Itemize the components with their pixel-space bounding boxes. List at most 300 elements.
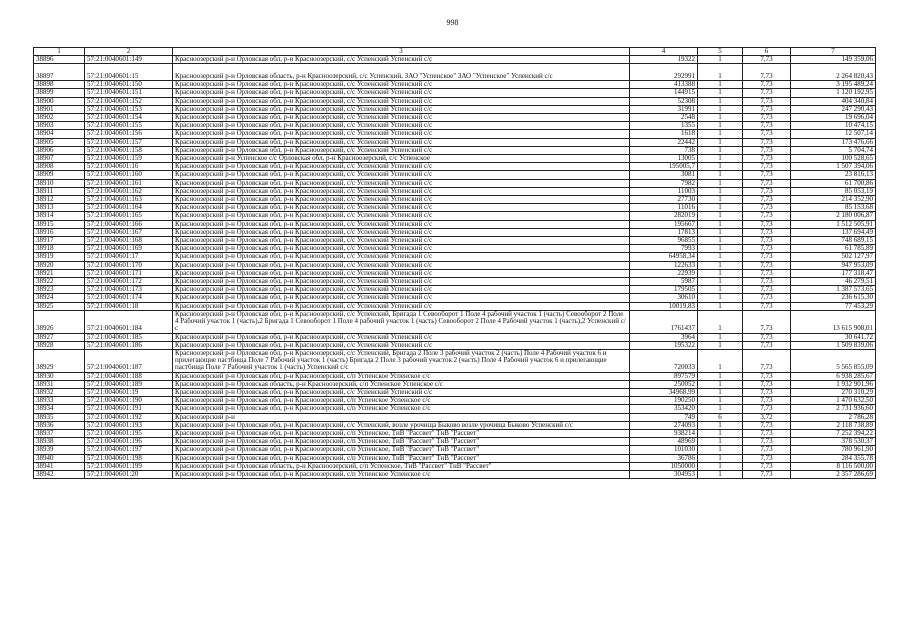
rate-cell: 7,73 — [743, 294, 791, 302]
address-cell: Красноозерский р-н Орловская обл, р-н Красноозерский, с/с Успенский Успенский с/с — [173, 237, 630, 245]
table-row — [34, 245, 876, 253]
cadastral-number-cell: 57:21:0040601:199 — [85, 462, 173, 470]
area-cell: 938214 — [630, 429, 698, 437]
quantity-cell: 1 — [698, 122, 743, 130]
column-header: 6 — [743, 48, 791, 56]
area-cell: 195005,7 — [630, 163, 698, 171]
rate-cell: 7,73 — [743, 64, 791, 81]
rate-cell: 7,73 — [743, 228, 791, 236]
cadastral-number-cell: 57:21:0040601:151 — [85, 89, 173, 97]
area-cell: 292991 — [630, 64, 698, 81]
rate-cell: 7,73 — [743, 56, 791, 64]
value-cell: 6 938 285,67 — [791, 372, 876, 380]
rate-cell: 7,73 — [743, 454, 791, 462]
rate-cell: 7,73 — [743, 253, 791, 261]
quantity-cell: 1 — [698, 269, 743, 277]
table-row — [34, 56, 876, 64]
value-cell: 23 816,13 — [791, 171, 876, 179]
value-cell: 61 785,89 — [791, 245, 876, 253]
address-cell: Красноозерский р-н Орловская обл, р-н Красноозерский, с/с Успенский Успенский с/с — [173, 388, 630, 396]
address-cell: Красноозерский р-н Орловская обл, р-н Красноозерский, с/с Успенский Успенский с/с — [173, 122, 630, 130]
cadastral-number-cell: 57:21:0040601:150 — [85, 81, 173, 89]
rate-cell: 7,73 — [743, 155, 791, 163]
area-cell: 13005 — [630, 155, 698, 163]
table-row — [34, 179, 876, 187]
rate-cell: 7,73 — [743, 302, 791, 310]
quantity-cell: 1 — [698, 446, 743, 454]
rate-cell: 7,73 — [743, 237, 791, 245]
row-number-cell: 38937 — [34, 429, 85, 437]
value-cell: 5 704,74 — [791, 146, 876, 154]
rate-cell: 7,73 — [743, 462, 791, 470]
table-row — [34, 429, 876, 437]
address-cell: Красноозерский р-н Орловская обл, р-н Красноозерский, с/с Успенский Успенский с/с — [173, 269, 630, 277]
rate-cell: 7,73 — [743, 380, 791, 388]
address-cell: Красноозерский р-н Орловская обл, р-н Красноозерский, с/с Успенский Успенский с/с — [173, 81, 630, 89]
value-cell: 85 053,19 — [791, 187, 876, 195]
area-cell: 144915 — [630, 89, 698, 97]
cadastral-number-cell: 57:21:0040601:172 — [85, 278, 173, 286]
address-cell: Красноозерский р-н Орловская обл, р-н Красноозерский, с/с Успенский Успенский с/с — [173, 302, 630, 310]
area-cell: 122633 — [630, 261, 698, 269]
page-number: 998 — [446, 18, 459, 27]
quantity-cell: 1 — [698, 349, 743, 372]
area-cell: 11016 — [630, 204, 698, 212]
address-cell: Красноозерский р-н Орловская обл, р-н Красноозерский, с/с Успенский Успенский с/с — [173, 261, 630, 269]
row-number-cell: 38927 — [34, 333, 85, 341]
value-cell: 61 700,86 — [791, 179, 876, 187]
cadastral-number-cell: 57:21:0040601:198 — [85, 454, 173, 462]
area-cell: 22939 — [630, 269, 698, 277]
area-cell: 1355 — [630, 122, 698, 130]
quantity-cell: 1 — [698, 429, 743, 437]
row-number-cell: 38933 — [34, 397, 85, 405]
quantity-cell: 1 — [698, 372, 743, 380]
table-row — [34, 130, 876, 138]
address-cell: Красноозерский р-н Орловская обл, р-н Красноозерский, с/с Успенский Успенский с/с — [173, 204, 630, 212]
area-cell: 30610 — [630, 294, 698, 302]
row-number-cell: 38912 — [34, 196, 85, 204]
table-row — [34, 372, 876, 380]
row-number-cell: 38911 — [34, 187, 85, 195]
value-cell: 1 470 632,50 — [791, 397, 876, 405]
table-row — [34, 163, 876, 171]
table-header-row — [34, 48, 876, 56]
table-row — [34, 146, 876, 154]
value-cell: 1 509 839,06 — [791, 341, 876, 349]
cadastral-number-cell: 57:21:0040601:156 — [85, 130, 173, 138]
quantity-cell: 1 — [698, 302, 743, 310]
row-number-cell: 38940 — [34, 454, 85, 462]
row-number-cell: 38942 — [34, 470, 85, 478]
cadastral-number-cell: 57:21:0040601:164 — [85, 204, 173, 212]
quantity-cell: 1 — [698, 163, 743, 171]
table-row — [34, 138, 876, 146]
row-number-cell: 38930 — [34, 372, 85, 380]
row-number-cell: 38897 — [34, 64, 85, 81]
table-row — [34, 212, 876, 220]
cadastral-number-cell: 57:21:0040601:169 — [85, 245, 173, 253]
quantity-cell: 1 — [698, 105, 743, 113]
address-cell: Красноозерский р-н Орловская обл, р-н Красноозерский, с/с Успенский Успенский с/с — [173, 56, 630, 64]
cadastral-number-cell: 57:21:0040601:152 — [85, 97, 173, 105]
rate-cell: 7,73 — [743, 97, 791, 105]
address-cell: Красноозерский р-н Орловская обл, р-н Красноозерский, с/с Успенский Успенский с/с — [173, 333, 630, 341]
rate-cell: 7,73 — [743, 245, 791, 253]
row-number-cell: 38914 — [34, 212, 85, 220]
address-cell: Красноозерский р-н Орловская обл, р-н Красноозерский, с/п Успенское, ТнВ "Рассвет" ТнВ "Рассвет" — [173, 446, 630, 454]
value-cell: 12 507,14 — [791, 130, 876, 138]
table-row — [34, 220, 876, 228]
value-cell: 780 961,90 — [791, 446, 876, 454]
area-cell: 190250 — [630, 397, 698, 405]
address-cell: Красноозерский р-н Орловская обл, р-н Красноозерский, с/с Успенский Успенский с/с — [173, 179, 630, 187]
rate-cell: 7,73 — [743, 122, 791, 130]
quantity-cell: 1 — [698, 454, 743, 462]
rate-cell: 7,73 — [743, 130, 791, 138]
address-cell: Красноозерский р-н — [173, 413, 630, 421]
value-cell: 46 279,51 — [791, 278, 876, 286]
area-cell: 738 — [630, 146, 698, 154]
rate-cell: 3,72 — [743, 413, 791, 421]
area-cell: 1761437 — [630, 310, 698, 333]
rate-cell: 7,73 — [743, 261, 791, 269]
area-cell: 897579 — [630, 372, 698, 380]
address-cell: Красноозерский р-н Орловская обл, р-н Красноозерский, с/с Успенский Успенский с/с — [173, 220, 630, 228]
address-cell: Красноозерский р-н Орловская обл, р-н Красноозерский, с/с Успенский Успенский с/с — [173, 114, 630, 122]
quantity-cell: 1 — [698, 187, 743, 195]
quantity-cell: 1 — [698, 397, 743, 405]
rate-cell: 7,73 — [743, 470, 791, 478]
value-cell: 2 180 006,87 — [791, 212, 876, 220]
area-cell: 3964 — [630, 333, 698, 341]
table-row — [34, 81, 876, 89]
quantity-cell: 1 — [698, 245, 743, 253]
area-cell: 96855 — [630, 237, 698, 245]
row-number-cell: 38902 — [34, 114, 85, 122]
cadastral-number-cell: 57:21:0040601:149 — [85, 56, 173, 64]
row-number-cell: 38905 — [34, 138, 85, 146]
rate-cell: 7,73 — [743, 388, 791, 396]
table-row — [34, 438, 876, 446]
rate-cell: 7,73 — [743, 171, 791, 179]
quantity-cell: 1 — [698, 438, 743, 446]
address-cell: Красноозерский р-н Орловская обл, р-н Красноозерский, с/п Успенское Успенское с/с — [173, 397, 630, 405]
quantity-cell: 1 — [698, 196, 743, 204]
table-row — [34, 349, 876, 372]
cadastral-number-cell: 57:21:0040601:170 — [85, 261, 173, 269]
row-number-cell: 38932 — [34, 388, 85, 396]
table-row — [34, 105, 876, 113]
area-cell: 720033 — [630, 349, 698, 372]
quantity-cell: 1 — [698, 171, 743, 179]
address-cell: Красноозерский р-н Орловская обл, р-н Красноозерский, с/с Успенский Успенский с/с — [173, 294, 630, 302]
value-cell: 149 359,06 — [791, 56, 876, 64]
cadastral-number-cell: 57:21:0040601:16 — [85, 163, 173, 171]
rate-cell: 7,73 — [743, 269, 791, 277]
area-cell: 3081 — [630, 171, 698, 179]
value-cell: 1 932 901,96 — [791, 380, 876, 388]
row-number-cell: 38931 — [34, 380, 85, 388]
rate-cell: 7,73 — [743, 81, 791, 89]
cadastral-number-cell: 57:21:0040601:174 — [85, 294, 173, 302]
cadastral-number-cell: 57:21:0040601:191 — [85, 405, 173, 413]
table-body — [34, 48, 876, 479]
cadastral-number-cell: 57:21:0040601:167 — [85, 228, 173, 236]
table-row — [34, 413, 876, 421]
row-number-cell: 38941 — [34, 462, 85, 470]
quantity-cell: 1 — [698, 220, 743, 228]
row-number-cell: 38896 — [34, 56, 85, 64]
area-cell: 19322 — [630, 56, 698, 64]
cadastral-number-cell: 57:21:0040601:193 — [85, 421, 173, 429]
column-header: 1 — [34, 48, 85, 56]
table-row — [34, 187, 876, 195]
address-cell: Красноозерский р-н Орловская обл, р-н Красноозерский, с/с Успенский Успенский с/с — [173, 97, 630, 105]
quantity-cell: 1 — [698, 179, 743, 187]
cadastral-number-cell: 57:21:0040601:154 — [85, 114, 173, 122]
table-row — [34, 97, 876, 105]
address-cell: Красноозерский р-н Орловская обл, р-н Красноозерский, с/с Успенский, Бригада 1 Севооборот 1 Поле 4 рабочий участок 1 (часть) Севооборот 2 Поле 4 Рабочий участок 1 (часть),2 Бригада 1 Севооборот 1 Поле 4 рабочий участок 1 (часть) Севооборот 2 Поле 4 Рабочий участок 1 (часть),2 Успенский с/с — [173, 310, 630, 333]
quantity-cell: 6 — [698, 413, 743, 421]
column-header: 3 — [173, 48, 630, 56]
quantity-cell: 1 — [698, 56, 743, 64]
cadastral-number-cell: 57:21:0040601:15 — [85, 64, 173, 81]
value-cell: 270 310,29 — [791, 388, 876, 396]
address-cell: Красноозерский р-н Успенское с/с Орловская обл, р-н Красноозерский, с/с Успенское — [173, 155, 630, 163]
row-number-cell: 38928 — [34, 341, 85, 349]
cadastral-number-cell: 57:21:0040601:20 — [85, 470, 173, 478]
cadastral-number-cell: 57:21:0040601:197 — [85, 446, 173, 454]
rate-cell: 7,73 — [743, 446, 791, 454]
cadastral-number-cell: 57:21:0040601:163 — [85, 196, 173, 204]
value-cell: 1 507 394,06 — [791, 163, 876, 171]
rate-cell: 7,73 — [743, 333, 791, 341]
value-cell: 10 474,15 — [791, 122, 876, 130]
address-cell: Красноозерский р-н Орловская обл, р-н Красноозерский, с/п Успенское, ТнВ "Рассвет" ТнВ "Рассвет" — [173, 454, 630, 462]
address-cell: Красноозерский р-н Орловская обл, р-н Красноозерский, с/с Успенский Успенский с/с — [173, 196, 630, 204]
rate-cell: 7,73 — [743, 421, 791, 429]
row-number-cell: 38925 — [34, 302, 85, 310]
column-header: 2 — [85, 48, 173, 56]
area-cell: 36786 — [630, 454, 698, 462]
value-cell: 236 615,30 — [791, 294, 876, 302]
address-cell: Красноозерский р-н Орловская обл, р-н Красноозерский, с/с Успенский Успенский с/с — [173, 278, 630, 286]
cadastral-number-cell: 57:21:0040601:192 — [85, 413, 173, 421]
value-cell: 77 453,29 — [791, 302, 876, 310]
address-cell: Красноозерский р-н Орловская обл, р-н Красноозерский, с/п Успенское Успенское с/с — [173, 372, 630, 380]
cadastral-number-cell: 57:21:0040601:185 — [85, 333, 173, 341]
table-row — [34, 89, 876, 97]
quantity-cell: 1 — [698, 97, 743, 105]
rate-cell: 7,73 — [743, 372, 791, 380]
row-number-cell: 38900 — [34, 97, 85, 105]
row-number-cell: 38904 — [34, 130, 85, 138]
value-cell: 137 694,49 — [791, 228, 876, 236]
row-number-cell: 38938 — [34, 438, 85, 446]
rate-cell: 7,73 — [743, 286, 791, 294]
rate-cell: 7,73 — [743, 105, 791, 113]
rate-cell: 7,73 — [743, 196, 791, 204]
area-cell: 1050000 — [630, 462, 698, 470]
address-cell: Красноозерский р-н Орловская обл, р-н Красноозерский, с/с Успенский Успенский с/с — [173, 171, 630, 179]
rate-cell: 7,73 — [743, 278, 791, 286]
cadastral-number-cell: 57:21:0040601:187 — [85, 349, 173, 372]
row-number-cell: 38919 — [34, 253, 85, 261]
area-cell: 413388 — [630, 81, 698, 89]
rate-cell: 7,73 — [743, 163, 791, 171]
table-row — [34, 64, 876, 81]
value-cell: 8 116 500,00 — [791, 462, 876, 470]
area-cell: 48969 — [630, 438, 698, 446]
table-row — [34, 462, 876, 470]
area-cell: 195322 — [630, 341, 698, 349]
address-cell: Красноозерский р-н Орловская обл, р-н Красноозерский, с/п Успенское Успенское с/с — [173, 470, 630, 478]
table-row — [34, 294, 876, 302]
area-cell: 282019 — [630, 212, 698, 220]
area-cell: 101030 — [630, 446, 698, 454]
area-cell: 179505 — [630, 286, 698, 294]
rate-cell: 7,73 — [743, 89, 791, 97]
rate-cell: 7,73 — [743, 438, 791, 446]
cadastral-number-cell: 57:21:0040601:159 — [85, 155, 173, 163]
address-cell: Красноозерский р-н Орловская обл, р-н Красноозерский, с/п Успенское, ТнВ "Рассвет" ТнВ "Рассвет" — [173, 438, 630, 446]
address-cell: Красноозерский р-н Орловская обл, р-н Красноозерский, с/с Успенский Успенский с/с — [173, 146, 630, 154]
area-cell: 2548 — [630, 114, 698, 122]
value-cell: 247 290,43 — [791, 105, 876, 113]
value-cell: 2 357 286,69 — [791, 470, 876, 478]
table-row — [34, 278, 876, 286]
table-row — [34, 196, 876, 204]
value-cell: 404 340,84 — [791, 97, 876, 105]
address-cell: Красноозерский р-н Орловская обл, р-н Красноозерский, с/с Успенский Успенский с/с — [173, 341, 630, 349]
area-cell: 34968,99 — [630, 388, 698, 396]
quantity-cell: 1 — [698, 204, 743, 212]
rate-cell: 7,73 — [743, 341, 791, 349]
rate-cell: 7,73 — [743, 179, 791, 187]
row-number-cell: 38908 — [34, 163, 85, 171]
area-cell: 7993 — [630, 245, 698, 253]
area-cell: 10019,83 — [630, 302, 698, 310]
row-number-cell: 38923 — [34, 286, 85, 294]
table-row — [34, 341, 876, 349]
address-cell: Красноозерский р-н Орловская обл, р-н Красноозерский, с/с Успенский Успенский с/с — [173, 163, 630, 171]
rate-cell: 7,73 — [743, 146, 791, 154]
address-cell: Красноозерский р-н Орловская обл, р-н Красноозерский, с/с Успенский Успенский с/с — [173, 245, 630, 253]
table-row — [34, 155, 876, 163]
table-row — [34, 397, 876, 405]
address-cell: Красноозерский р-н Орловская обл, р-н Красноозерский, с/п Успенское, ТнВ "Рассвет" ТнВ "Рассвет" — [173, 429, 630, 437]
value-cell: 214 352,90 — [791, 196, 876, 204]
table-row — [34, 171, 876, 179]
address-cell: Красноозерский р-н Орловская обл, р-н Красноозерский, с/с Успенский, Бригада 2 Поле 3 рабочий участок 2 (часть) Поле 4 Рабочий участок 6 и прилегающие пастбища Поле 7 Рабочий участок 1 (часть) Бригада 2 Поле 3 рабочий участок 2 (часть) Поле 4 Рабочий участок 6 и прилегающие пастбища Поле 7 Рабочий участок 1 (часть) Успенский с/с — [173, 349, 630, 372]
area-cell: 749 — [630, 413, 698, 421]
row-number-cell: 38909 — [34, 171, 85, 179]
rate-cell: 7,73 — [743, 397, 791, 405]
cadastral-number-cell: 57:21:0040601:155 — [85, 122, 173, 130]
address-cell: Красноозерский р-н Орловская обл, р-н Красноозерский, с/с Успенский Успенский с/с — [173, 89, 630, 97]
rate-cell: 7,73 — [743, 405, 791, 413]
address-cell: Красноозерский р-н Орловская обл, р-н Красноозерский, с/с Успенский Успенский с/с — [173, 286, 630, 294]
area-cell: 7982 — [630, 179, 698, 187]
quantity-cell: 1 — [698, 380, 743, 388]
rate-cell: 7,73 — [743, 138, 791, 146]
rate-cell: 7,73 — [743, 212, 791, 220]
cadastral-number-cell: 57:21:0040601:18 — [85, 302, 173, 310]
row-number-cell: 38939 — [34, 446, 85, 454]
quantity-cell: 1 — [698, 294, 743, 302]
value-cell: 502 127,97 — [791, 253, 876, 261]
table-row — [34, 286, 876, 294]
quantity-cell: 1 — [698, 212, 743, 220]
quantity-cell: 1 — [698, 228, 743, 236]
area-cell: 195667 — [630, 220, 698, 228]
value-cell: 100 528,65 — [791, 155, 876, 163]
quantity-cell: 1 — [698, 114, 743, 122]
value-cell: 30 641,72 — [791, 333, 876, 341]
rate-cell: 7,73 — [743, 310, 791, 333]
address-cell: Красноозерский р-н Орловская область, р-н Красноозерский, с/п Успенское, ТнВ "Рассвет" ТнВ "Рассвет" — [173, 462, 630, 470]
table-row — [34, 454, 876, 462]
table-row — [34, 470, 876, 478]
value-cell: 2 731 936,60 — [791, 405, 876, 413]
cadastral-number-cell: 57:21:0040601:190 — [85, 397, 173, 405]
value-cell: 748 689,15 — [791, 237, 876, 245]
row-number-cell: 38916 — [34, 228, 85, 236]
cadastral-number-cell: 57:21:0040601:196 — [85, 438, 173, 446]
quantity-cell: 1 — [698, 89, 743, 97]
cadastral-number-cell: 57:21:0040601:195 — [85, 429, 173, 437]
table-row — [34, 261, 876, 269]
table-row — [34, 228, 876, 236]
cadastral-register-table — [33, 47, 876, 479]
table-row — [34, 446, 876, 454]
value-cell: 13 615 908,01 — [791, 310, 876, 333]
quantity-cell: 1 — [698, 333, 743, 341]
table-row — [34, 237, 876, 245]
table-row — [34, 388, 876, 396]
cadastral-number-cell: 57:21:0040601:188 — [85, 372, 173, 380]
table-row — [34, 380, 876, 388]
table-row — [34, 310, 876, 333]
value-cell: 947 953,09 — [791, 261, 876, 269]
address-cell: Красноозерский р-н Орловская обл, р-н Красноозерский, с/с Успенский Успенский с/с — [173, 253, 630, 261]
row-number-cell: 38926 — [34, 310, 85, 333]
row-number-cell: 38906 — [34, 146, 85, 154]
table-row — [34, 421, 876, 429]
cadastral-number-cell: 57:21:0040601:153 — [85, 105, 173, 113]
column-header: 4 — [630, 48, 698, 56]
table-row — [34, 302, 876, 310]
rate-cell: 7,73 — [743, 349, 791, 372]
table-row — [34, 114, 876, 122]
cadastral-number-cell: 57:21:0040601:189 — [85, 380, 173, 388]
address-cell: Красноозерский р-н Орловская обл, р-н Красноозерский, с/с Успенский Успенский с/с — [173, 187, 630, 195]
quantity-cell: 1 — [698, 341, 743, 349]
area-cell: 5987 — [630, 278, 698, 286]
area-cell: 17813 — [630, 228, 698, 236]
address-cell: Красноозерский р-н Орловская обл, р-н Красноозерский, с/с Успенский Успенский с/с — [173, 130, 630, 138]
quantity-cell: 1 — [698, 261, 743, 269]
cadastral-number-cell: 57:21:0040601:186 — [85, 341, 173, 349]
row-number-cell: 38913 — [34, 204, 85, 212]
quantity-cell: 1 — [698, 146, 743, 154]
area-cell: 52308 — [630, 97, 698, 105]
area-cell: 31991 — [630, 105, 698, 113]
area-cell: 22442 — [630, 138, 698, 146]
area-cell: 27730 — [630, 196, 698, 204]
quantity-cell: 1 — [698, 81, 743, 89]
